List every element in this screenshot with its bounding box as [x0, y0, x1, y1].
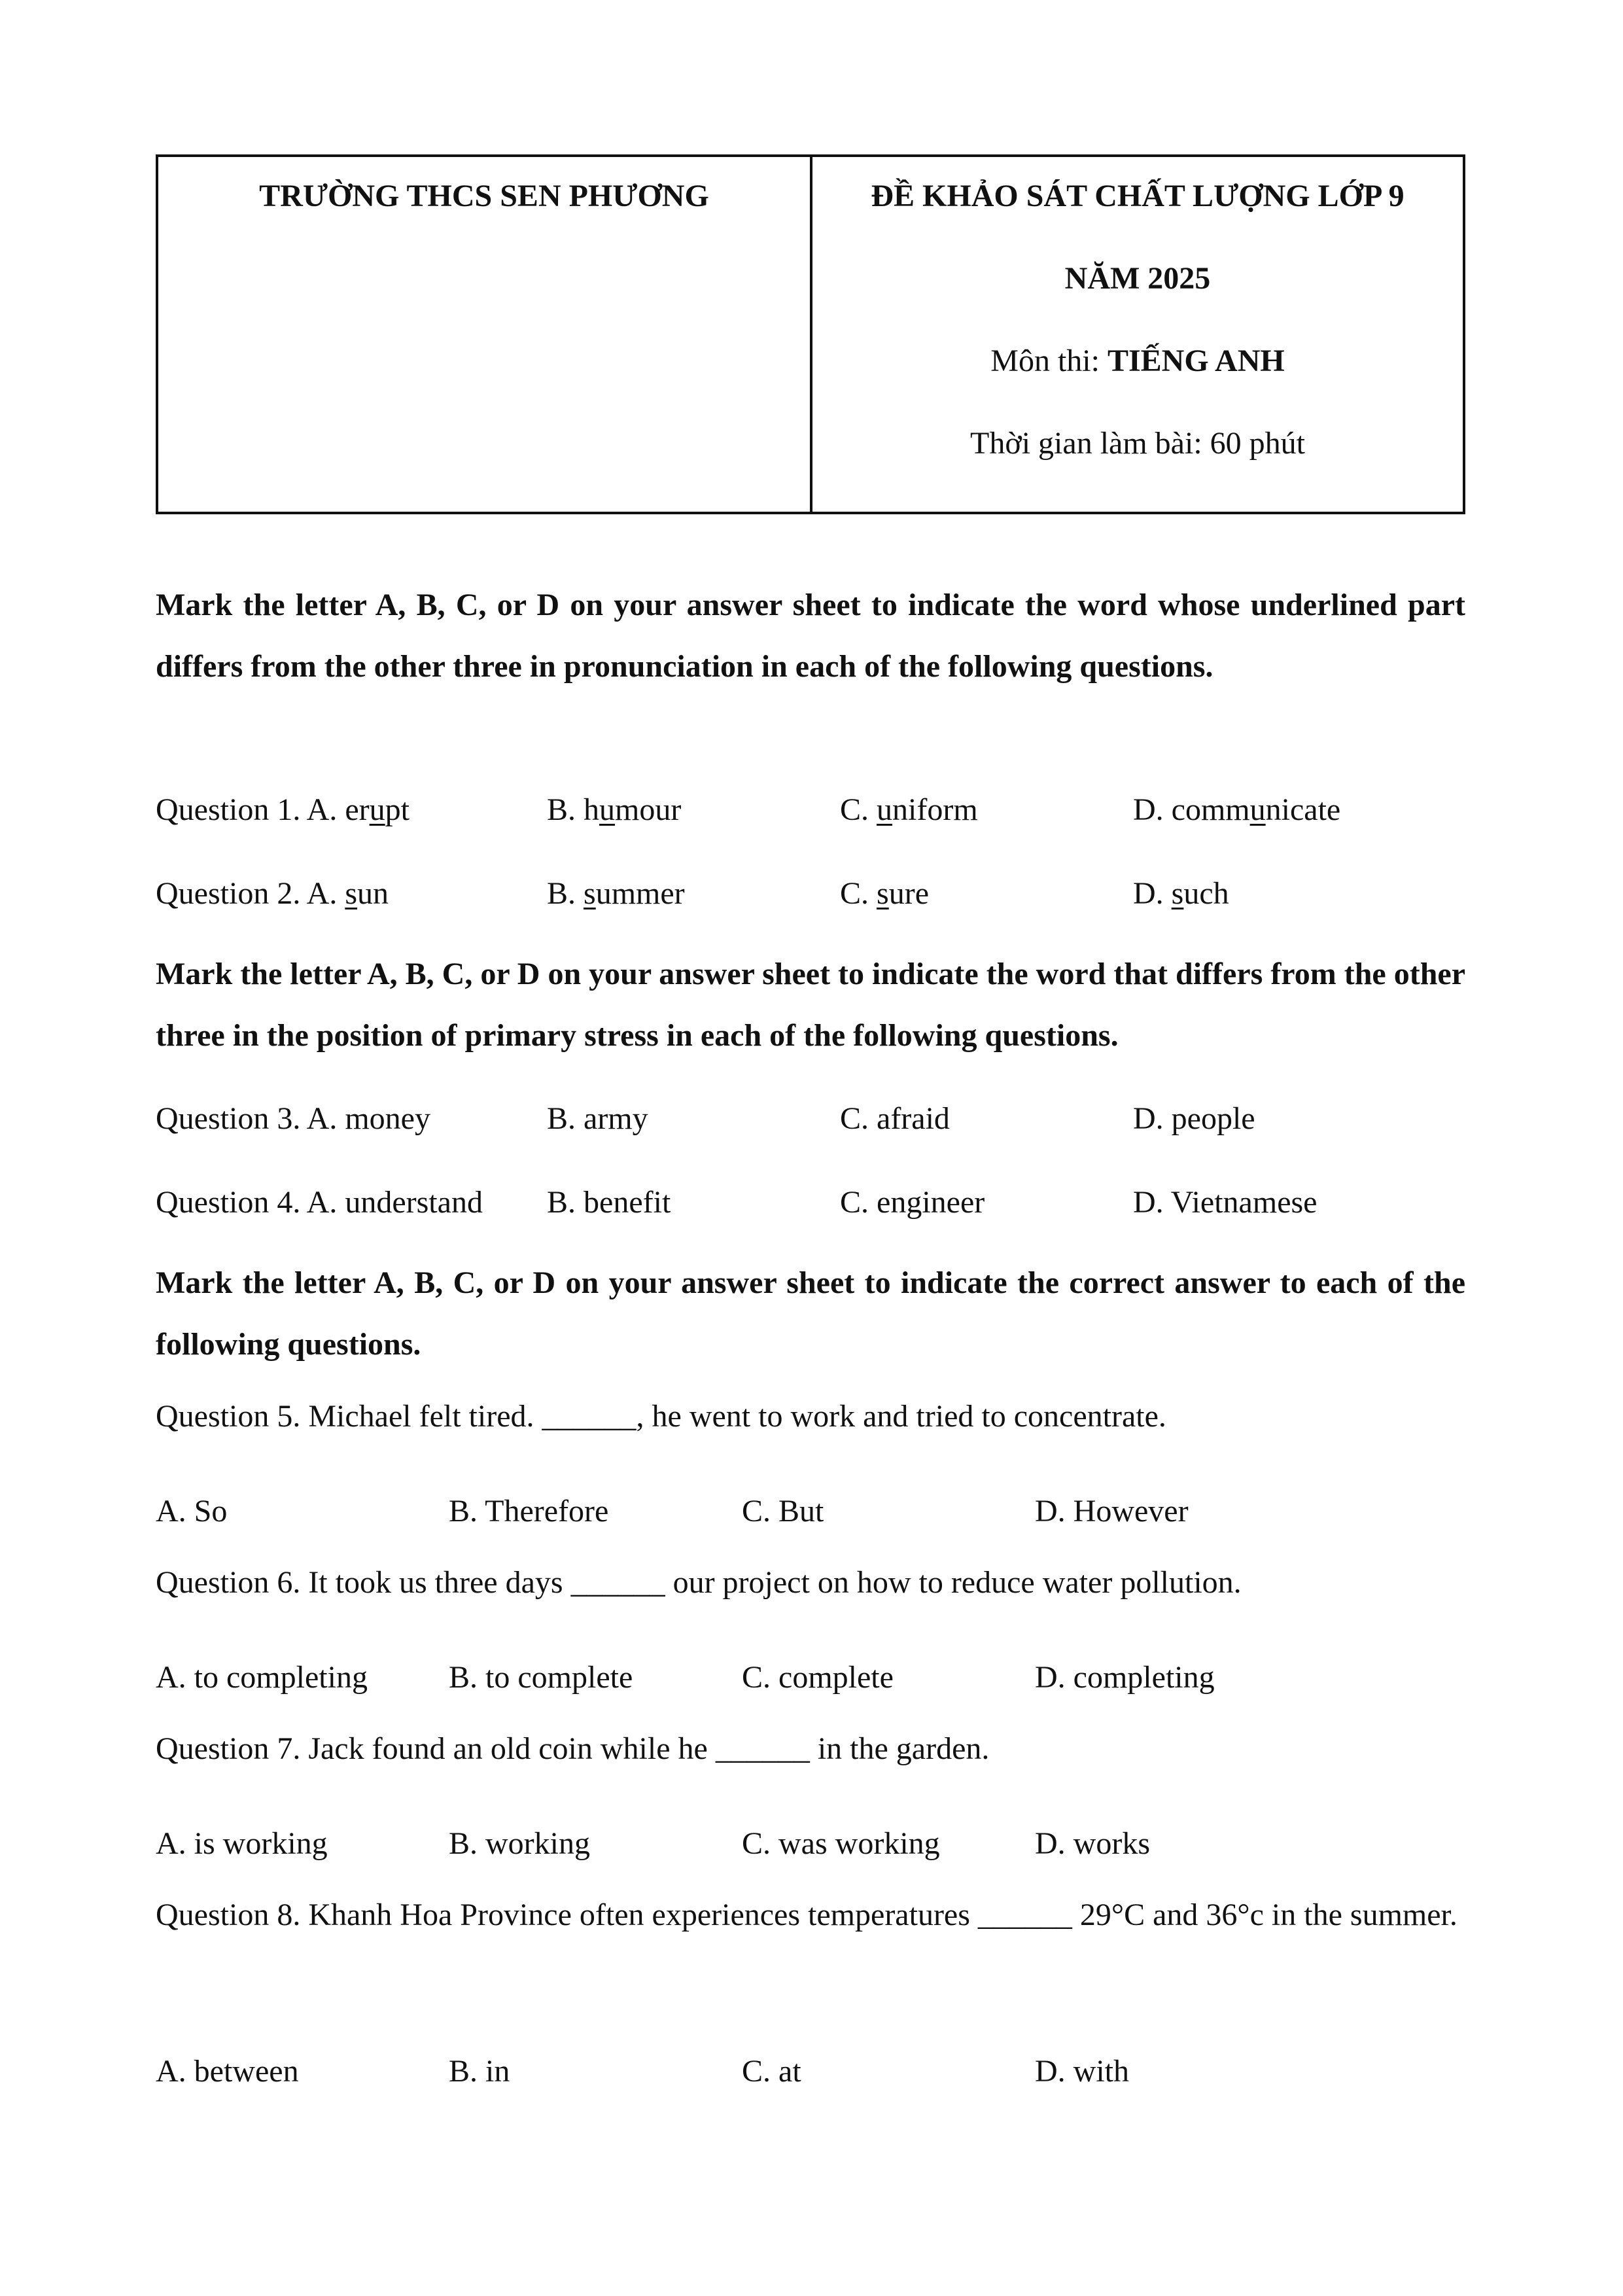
correct-answer-instruction: Mark the letter A, B, C, or D on your answer sheet to indicate the correct answer to each of the following questions. — [156, 1265, 1465, 1362]
q7-a: A. is working — [156, 1826, 328, 1861]
q4-c: C. engineer — [840, 1185, 985, 1220]
q1-b: B. humour — [547, 792, 682, 827]
q6-d: D. completing — [1035, 1660, 1215, 1695]
exam-title: ĐỀ KHẢO SÁT CHẤT LƯỢNG LỚP 9 — [871, 179, 1405, 213]
question-3 — [156, 1099, 1465, 1139]
q4-b: B. benefit — [547, 1185, 671, 1220]
q6-a: A. to completing — [156, 1660, 368, 1695]
exam-duration: Thời gian làm bài: 60 phút — [970, 426, 1305, 461]
q5-a: A. So — [156, 1494, 228, 1528]
q1-c: C. uniform — [840, 792, 978, 827]
q7-d: D. works — [1035, 1826, 1150, 1861]
q3-c: C. afraid — [840, 1101, 950, 1136]
header-right-cell — [812, 157, 1463, 512]
q6-c: C. complete — [742, 1660, 894, 1695]
question-1 — [156, 790, 1465, 830]
pronunciation-instruction: Mark the letter A, B, C, or D on your answer sheet to indicate the word whose underlined part differs from the other three in pronunciation in each of the following questions. — [156, 588, 1465, 684]
q3-d: D. people — [1133, 1101, 1255, 1136]
q2-d: D. such — [1133, 876, 1229, 911]
q7-c: C. was working — [742, 1826, 940, 1861]
exam-subject — [812, 342, 1463, 381]
q8-b: B. in — [449, 2054, 510, 2089]
q5-c: C. But — [742, 1494, 824, 1528]
q1-a: Question 1. A. erupt — [156, 792, 410, 827]
question-8-text: Question 8. Khanh Hoa Province often experiences temperatures ______ 29°C and 36°c in the summer. — [156, 1898, 1457, 1932]
question-2 — [156, 874, 1465, 913]
question-4 — [156, 1183, 1465, 1222]
q1-d: D. communicate — [1133, 792, 1341, 827]
q4-d: D. Vietnamese — [1133, 1185, 1318, 1220]
q5-d: D. However — [1035, 1494, 1189, 1528]
q2-a: Question 2. A. sun — [156, 876, 389, 911]
q4-a: Question 4. A. understand — [156, 1185, 483, 1220]
q7-b: B. working — [449, 1826, 590, 1861]
q2-c: C. sure — [840, 876, 929, 911]
q6-b: B. to complete — [449, 1660, 633, 1695]
q5-b: B. Therefore — [449, 1494, 609, 1528]
q3-b: B. army — [547, 1101, 648, 1136]
stress-instruction: Mark the letter A, B, C, or D on your answer sheet to indicate the word that differs from the other three in the position of primary stress in each of the following questions. — [156, 957, 1465, 1053]
question-5-options — [156, 1492, 1465, 1531]
q8-a: A. between — [156, 2054, 299, 2089]
q8-c: C. at — [742, 2054, 801, 2089]
exam-year: NĂM 2025 — [1064, 261, 1211, 296]
subject-name: TIẾNG ANH — [1107, 344, 1285, 378]
question-7-text: Question 7. Jack found an old coin while he ______ in the garden. — [156, 1731, 990, 1766]
subject-label: Môn thi: — [990, 344, 1108, 378]
question-8-options — [156, 2052, 1465, 2091]
q8-d: D. with — [1035, 2054, 1129, 2089]
question-6-text: Question 6. It took us three days ______ our project on how to reduce water pollution. — [156, 1565, 1242, 1600]
q3-a: Question 3. A. money — [156, 1101, 430, 1136]
question-5-text: Question 5. Michael felt tired. ______, he went to work and tried to concentrate. — [156, 1399, 1166, 1434]
header-table — [156, 154, 1465, 514]
school-name: TRƯỜNG THCS SEN PHƯƠNG — [259, 179, 709, 213]
header-left-cell — [158, 157, 812, 512]
question-6-options — [156, 1658, 1465, 1697]
question-7-options — [156, 1824, 1465, 1863]
q2-b: B. summer — [547, 876, 685, 911]
